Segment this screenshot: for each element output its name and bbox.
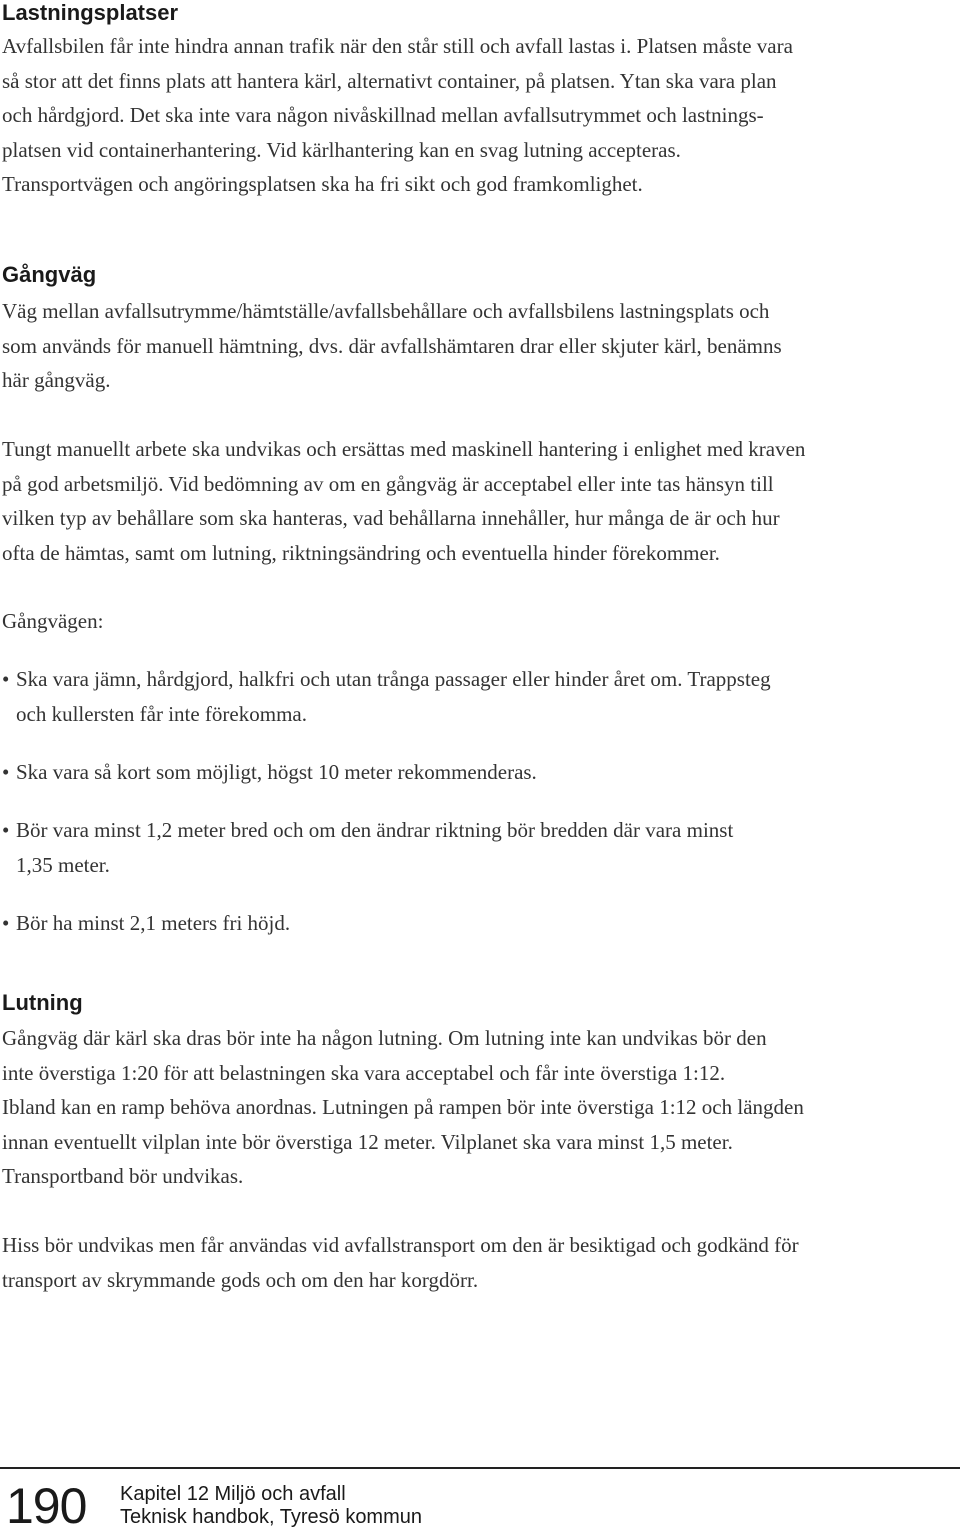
paragraph-lutning: Gångväg där kärl ska dras bör inte ha någon lutning. Om lutning inte kan undvikas bör den inte överstiga 1:20 för att belastningen ska vara acceptabel och får inte överstiga 1:12. Ibland kan en ramp behöva anordnas. Lutningen på rampen bör inte överstiga 1:12 och längden innan eventuellt vilplan inte bör överstiga 12 meter. Vilplanet ska vara minst 1,5 meter. Transportband bör undvikas. [2,1026,804,1188]
paragraph-lastningsplatser: Avfallsbilen får inte hindra annan trafik när den står still och avfall lastas i. Platsen måste vara så stor att det finns plats att hantera kärl, alternativt container, på platsen. Ytan ska vara plan och hårdgjord. Det ska inte vara någon nivåskillnad mellan avfallsutrymmet och lastnings- platsen vid containerhantering. Vid kärlhantering kan en svag lutning accepteras. Transportvägen och angöringsplatsen ska ha fri sikt och god framkomlighet. [2,34,793,196]
list-item-text: Bör ha minst 2,1 meters fri höjd. [16,911,291,935]
section-heading-gangvag: Gångväg [2,262,97,287]
list-intro: Gångvägen: [2,609,104,633]
running-footer [120,1483,422,1529]
section-heading-lutning: Lutning [2,990,83,1015]
list-item [2,662,958,731]
footer-chapter: Kapitel 12 Miljö och avfall [120,1483,346,1505]
paragraph-gangvag-arbetsmiljo: Tungt manuellt arbete ska undvikas och ersättas med maskinell hantering i enlighet med kraven på god arbetsmiljö. Vid bedömning av om en gångväg är acceptabel eller inte tas hänsyn till vilken typ av behållare som ska hanteras, vad behållarna innehåller, hur många de är och hur ofta de hämtas, samt om lutning, riktningsändring och eventuella hinder förekommer. [2,437,806,565]
list-item [2,813,958,882]
bullet-glyph: • [2,760,10,784]
list-item-text: Ska vara så kort som möjligt, högst 10 meter rekommenderas. [16,760,537,784]
paragraph-hiss: Hiss bör undvikas men får användas vid avfallstransport om den är besiktigad och godkänd för transport av skrymmande gods och om den har korgdörr. [2,1233,799,1292]
list-item [2,906,958,941]
list-item [2,755,958,790]
list-item-text: Ska vara jämn, hårdgjord, halkfri och utan trånga passager eller hinder året om. Trappsteg och kullersten får inte förekomma. [16,667,771,726]
paragraph-gangvag-definition: Väg mellan avfallsutrymme/hämtställe/avfallsbehållare och avfallsbilens lastningsplats och som används för manuell hämtning, dvs. där avfallshämtaren drar eller skjuter kärl, benämns här gångväg. [2,299,782,392]
bullet-glyph: • [2,667,10,691]
bullet-glyph: • [2,911,10,935]
bullet-glyph: • [2,818,10,842]
footer-divider [0,1467,960,1469]
list-item-text: Bör vara minst 1,2 meter bred och om den ändrar riktning bör bredden där vara minst 1,35 meter. [16,818,734,877]
footer-publication: Teknisk handbok, Tyresö kommun [120,1506,423,1528]
section-heading-lastningsplatser: Lastningsplatser [2,0,179,25]
page-number: 190 [6,1478,87,1534]
